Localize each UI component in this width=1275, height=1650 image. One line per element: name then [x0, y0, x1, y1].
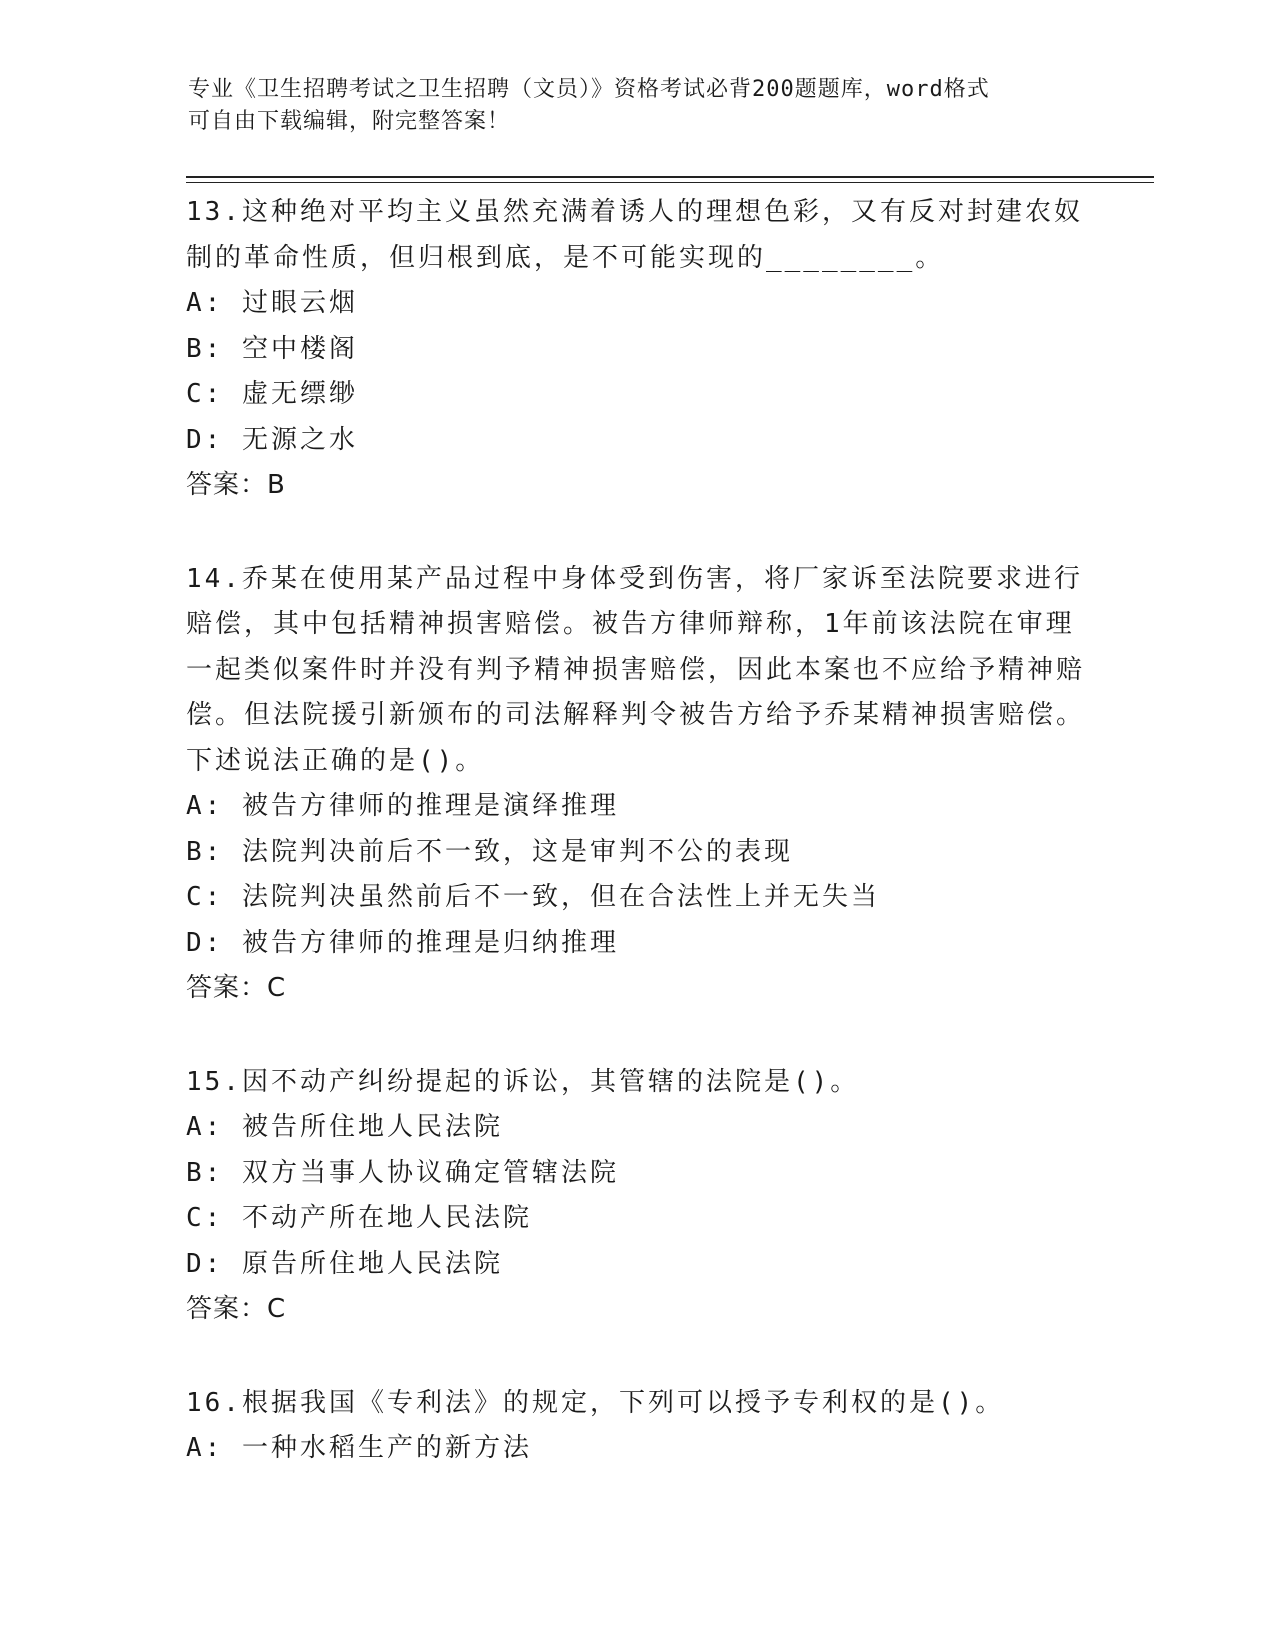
option-key: A: [186, 1433, 224, 1463]
question-15 [186, 1060, 1086, 1333]
header-title-line-1: 专业《卫生招聘考试之卫生招聘（文员）》资格考试必背200题题库，word格式 [188, 77, 990, 102]
option-key: A: [186, 288, 224, 318]
header-divider-thin [186, 182, 1154, 183]
option-key: B: [186, 1157, 224, 1188]
option-key: B: [186, 836, 224, 867]
option-key: D: [186, 424, 224, 455]
option-text: 不动产所在地人民法院 [241, 1203, 532, 1233]
question-16 [186, 1381, 1086, 1472]
option-text: 被告方律师的推理是演绎推理 [241, 791, 619, 821]
option-b [186, 327, 1086, 373]
option-key: C: [186, 1203, 224, 1233]
option-text: 被告方律师的推理是归纳推理 [241, 927, 619, 958]
option-key: C: [186, 379, 224, 409]
option-text: 法院判决虽然前后不一致，但在合法性上并无失当 [241, 882, 880, 912]
question-list [186, 190, 1086, 1472]
option-key: D: [186, 927, 224, 958]
answer-line: 答案：C [186, 1294, 287, 1324]
option-key: A: [186, 1112, 224, 1142]
option-d [186, 921, 1086, 967]
answer-line: 答案：B [186, 470, 286, 500]
answer-line: 答案：C [186, 973, 287, 1003]
header-title-line-2: 可自由下载编辑，附完整答案！ [188, 109, 511, 134]
option-text: 无源之水 [241, 424, 358, 455]
question-stem: 13.这种绝对平均主义虽然充满着诱人的理想色彩，又有反对封建农奴制的革命性质，但归根到底，是不可能实现的________。 [186, 197, 1083, 273]
option-c [186, 875, 1086, 921]
header-divider-thick [186, 176, 1154, 178]
option-key: A: [186, 791, 224, 821]
option-c [186, 372, 1086, 418]
option-a [186, 784, 1086, 830]
option-b [186, 1151, 1086, 1197]
option-c [186, 1196, 1086, 1242]
option-key: D: [186, 1248, 224, 1279]
option-text: 法院判决前后不一致，这是审判不公的表现 [241, 836, 793, 867]
question-14 [186, 557, 1086, 1012]
option-d [186, 418, 1086, 464]
option-a [186, 1105, 1086, 1151]
option-text: 原告所住地人民法院 [241, 1248, 503, 1279]
question-stem: 16.根据我国《专利法》的规定，下列可以授予专利权的是()。 [186, 1387, 1005, 1418]
option-text: 被告所住地人民法院 [241, 1112, 503, 1142]
option-text: 双方当事人协议确定管辖法院 [241, 1157, 619, 1188]
document-header [188, 74, 1088, 138]
option-text: 一种水稻生产的新方法 [241, 1433, 532, 1463]
option-text: 空中楼阁 [241, 333, 358, 364]
option-key: C: [186, 882, 224, 912]
question-stem: 14.乔某在使用某产品过程中身体受到伤害，将厂家诉至法院要求进行赔偿，其中包括精神损害赔偿。被告方律师辩称，1年前该法院在审理一起类似案件时并没有判予精神损害赔偿，因此本案也不应给予精神赔偿。但法院援引新颁布的司法解释判令被告方给予乔某精神损害赔偿。下述说法正确的是()。 [186, 563, 1086, 776]
option-text: 过眼云烟 [241, 288, 358, 318]
option-a [186, 1426, 1086, 1472]
option-b [186, 830, 1086, 876]
option-d [186, 1242, 1086, 1288]
question-13 [186, 190, 1086, 509]
option-key: B: [186, 333, 224, 364]
option-a [186, 281, 1086, 327]
question-stem: 15.因不动产纠纷提起的诉讼，其管辖的法院是()。 [186, 1066, 860, 1097]
option-text: 虚无缥缈 [241, 379, 358, 409]
